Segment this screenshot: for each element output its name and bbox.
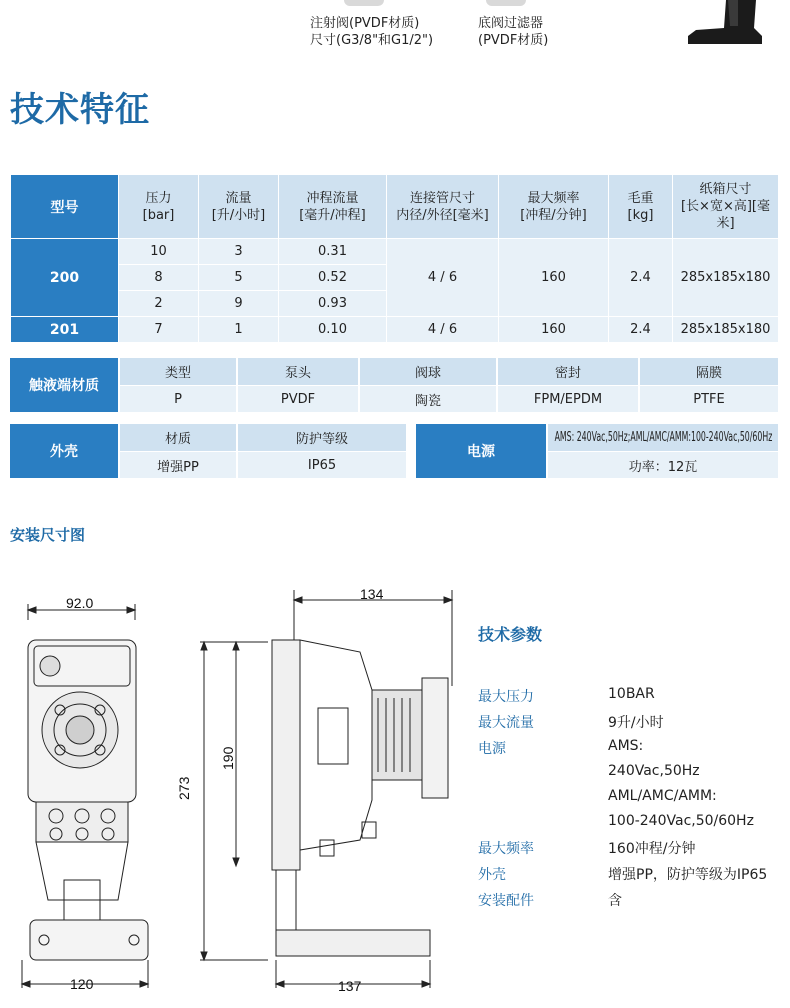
header-stroke-volume: 冲程流量 [毫升/冲程]: [279, 175, 387, 239]
wetted-header-ball: 阀球: [360, 358, 496, 385]
dim-side-depth: 134: [360, 586, 384, 602]
pressure-cell: 2: [119, 291, 199, 317]
model-201-cell: 201: [11, 317, 119, 343]
wetted-value-seal: FPM/EPDM: [498, 386, 638, 412]
pressure-cell: 7: [119, 317, 199, 343]
pressure-cell: 10: [119, 239, 199, 265]
dim-height-body: 190: [220, 746, 236, 770]
param-value: 160冲程/分钟: [608, 841, 696, 857]
caption-line: 注射阀(PVDF材质): [310, 16, 420, 31]
flow-cell: 1: [199, 317, 279, 343]
install-dimensions-title: 安装尺寸图: [10, 526, 86, 544]
dim-side-base: 137: [338, 978, 362, 994]
weight-cell: 2.4: [609, 239, 673, 317]
stroke-cell: 0.10: [279, 317, 387, 343]
header-tube-size: 连接管尺寸 内径/外径[毫米]: [387, 175, 499, 239]
param-value: 10BAR: [608, 686, 655, 702]
power-consumption: 功率：12瓦: [548, 452, 778, 478]
table-row: [11, 317, 779, 343]
flow-cell: 5: [199, 265, 279, 291]
param-value: 240Vac,50Hz: [608, 763, 700, 779]
stroke-cell: 0.93: [279, 291, 387, 317]
param-label: 安装配件: [478, 893, 534, 909]
param-value: 含: [608, 893, 622, 909]
caption-line: (PVDF材质): [478, 33, 549, 48]
param-label: 电源: [478, 741, 506, 757]
box-cell: 285x185x180: [673, 317, 779, 343]
wetted-header-seal: 密封: [498, 358, 638, 385]
wetted-header-pumphead: 泵头: [238, 358, 358, 385]
housing-header-material: 材质: [120, 424, 236, 451]
spec-header-row: [11, 175, 779, 239]
dim-height-total: 273: [176, 776, 192, 800]
model-200-cell: 200: [11, 239, 119, 317]
caption-line: 尺寸(G3/8"和G1/2"): [310, 33, 434, 48]
param-value: 9升/小时: [608, 715, 664, 731]
header-model: 型号: [11, 175, 119, 239]
dim-front-base: 120: [70, 976, 94, 992]
wetted-header-type: 类型: [120, 358, 236, 385]
spec-table: [10, 174, 779, 343]
dim-front-width: 92.0: [66, 595, 94, 611]
param-value: 100-240Vac,50/60Hz: [608, 813, 754, 829]
header-max-frequency: 最大频率 [冲程/分钟]: [499, 175, 609, 239]
stroke-cell: 0.52: [279, 265, 387, 291]
wetted-material-label: 触液端材质: [10, 358, 118, 412]
page-title: 技术特征: [10, 90, 150, 130]
wetted-value-type: P: [120, 386, 236, 412]
stroke-cell: 0.31: [279, 239, 387, 265]
param-value: AMS:: [608, 738, 644, 754]
params-title: 技术参数: [478, 625, 543, 644]
param-value: 增强PP，防护等级为IP65: [608, 867, 768, 883]
pressure-cell: 8: [119, 265, 199, 291]
pump-stand-image: [686, 0, 790, 46]
param-label: 外壳: [478, 867, 506, 883]
power-spec-text: AMS: 240Vac,50Hz;AML/AMC/AMM:100-240Vac,50/60Hz: [554, 430, 772, 445]
table-row: [11, 239, 779, 265]
caption-line: 底阀过滤器: [478, 16, 544, 31]
injection-valve-image: [344, 0, 384, 6]
freq-cell: 160: [499, 239, 609, 317]
foot-valve-image: [486, 0, 526, 6]
power-spec: [548, 424, 778, 451]
housing-value-material: 增强PP: [120, 452, 236, 478]
param-label: 最大流量: [478, 715, 534, 731]
header-flow: 流量 [升/小时]: [199, 175, 279, 239]
freq-cell: 160: [499, 317, 609, 343]
header-box-size: 纸箱尺寸 [长×宽×高][毫米]: [673, 175, 779, 239]
wetted-value-diaphragm: PTFE: [640, 386, 778, 412]
wetted-value-pumphead: PVDF: [238, 386, 358, 412]
dimension-drawing: [0, 580, 470, 1000]
box-cell: 285x185x180: [673, 239, 779, 317]
housing-value-protection: IP65: [238, 452, 406, 478]
wetted-header-diaphragm: 隔膜: [640, 358, 778, 385]
power-label: 电源: [416, 424, 546, 478]
housing-header-protection: 防护等级: [238, 424, 406, 451]
injection-valve-caption: [310, 15, 433, 49]
wetted-value-ball: 陶瓷: [360, 386, 496, 412]
header-weight: 毛重 [kg]: [609, 175, 673, 239]
tube-cell: 4 / 6: [387, 317, 499, 343]
param-label: 最大压力: [478, 689, 534, 705]
flow-cell: 3: [199, 239, 279, 265]
weight-cell: 2.4: [609, 317, 673, 343]
foot-valve-caption: [478, 15, 548, 49]
param-label: 最大频率: [478, 841, 534, 857]
param-value: AML/AMC/AMM:: [608, 788, 717, 804]
housing-label: 外壳: [10, 424, 118, 478]
flow-cell: 9: [199, 291, 279, 317]
tube-cell: 4 / 6: [387, 239, 499, 317]
header-pressure: 压力 [bar]: [119, 175, 199, 239]
